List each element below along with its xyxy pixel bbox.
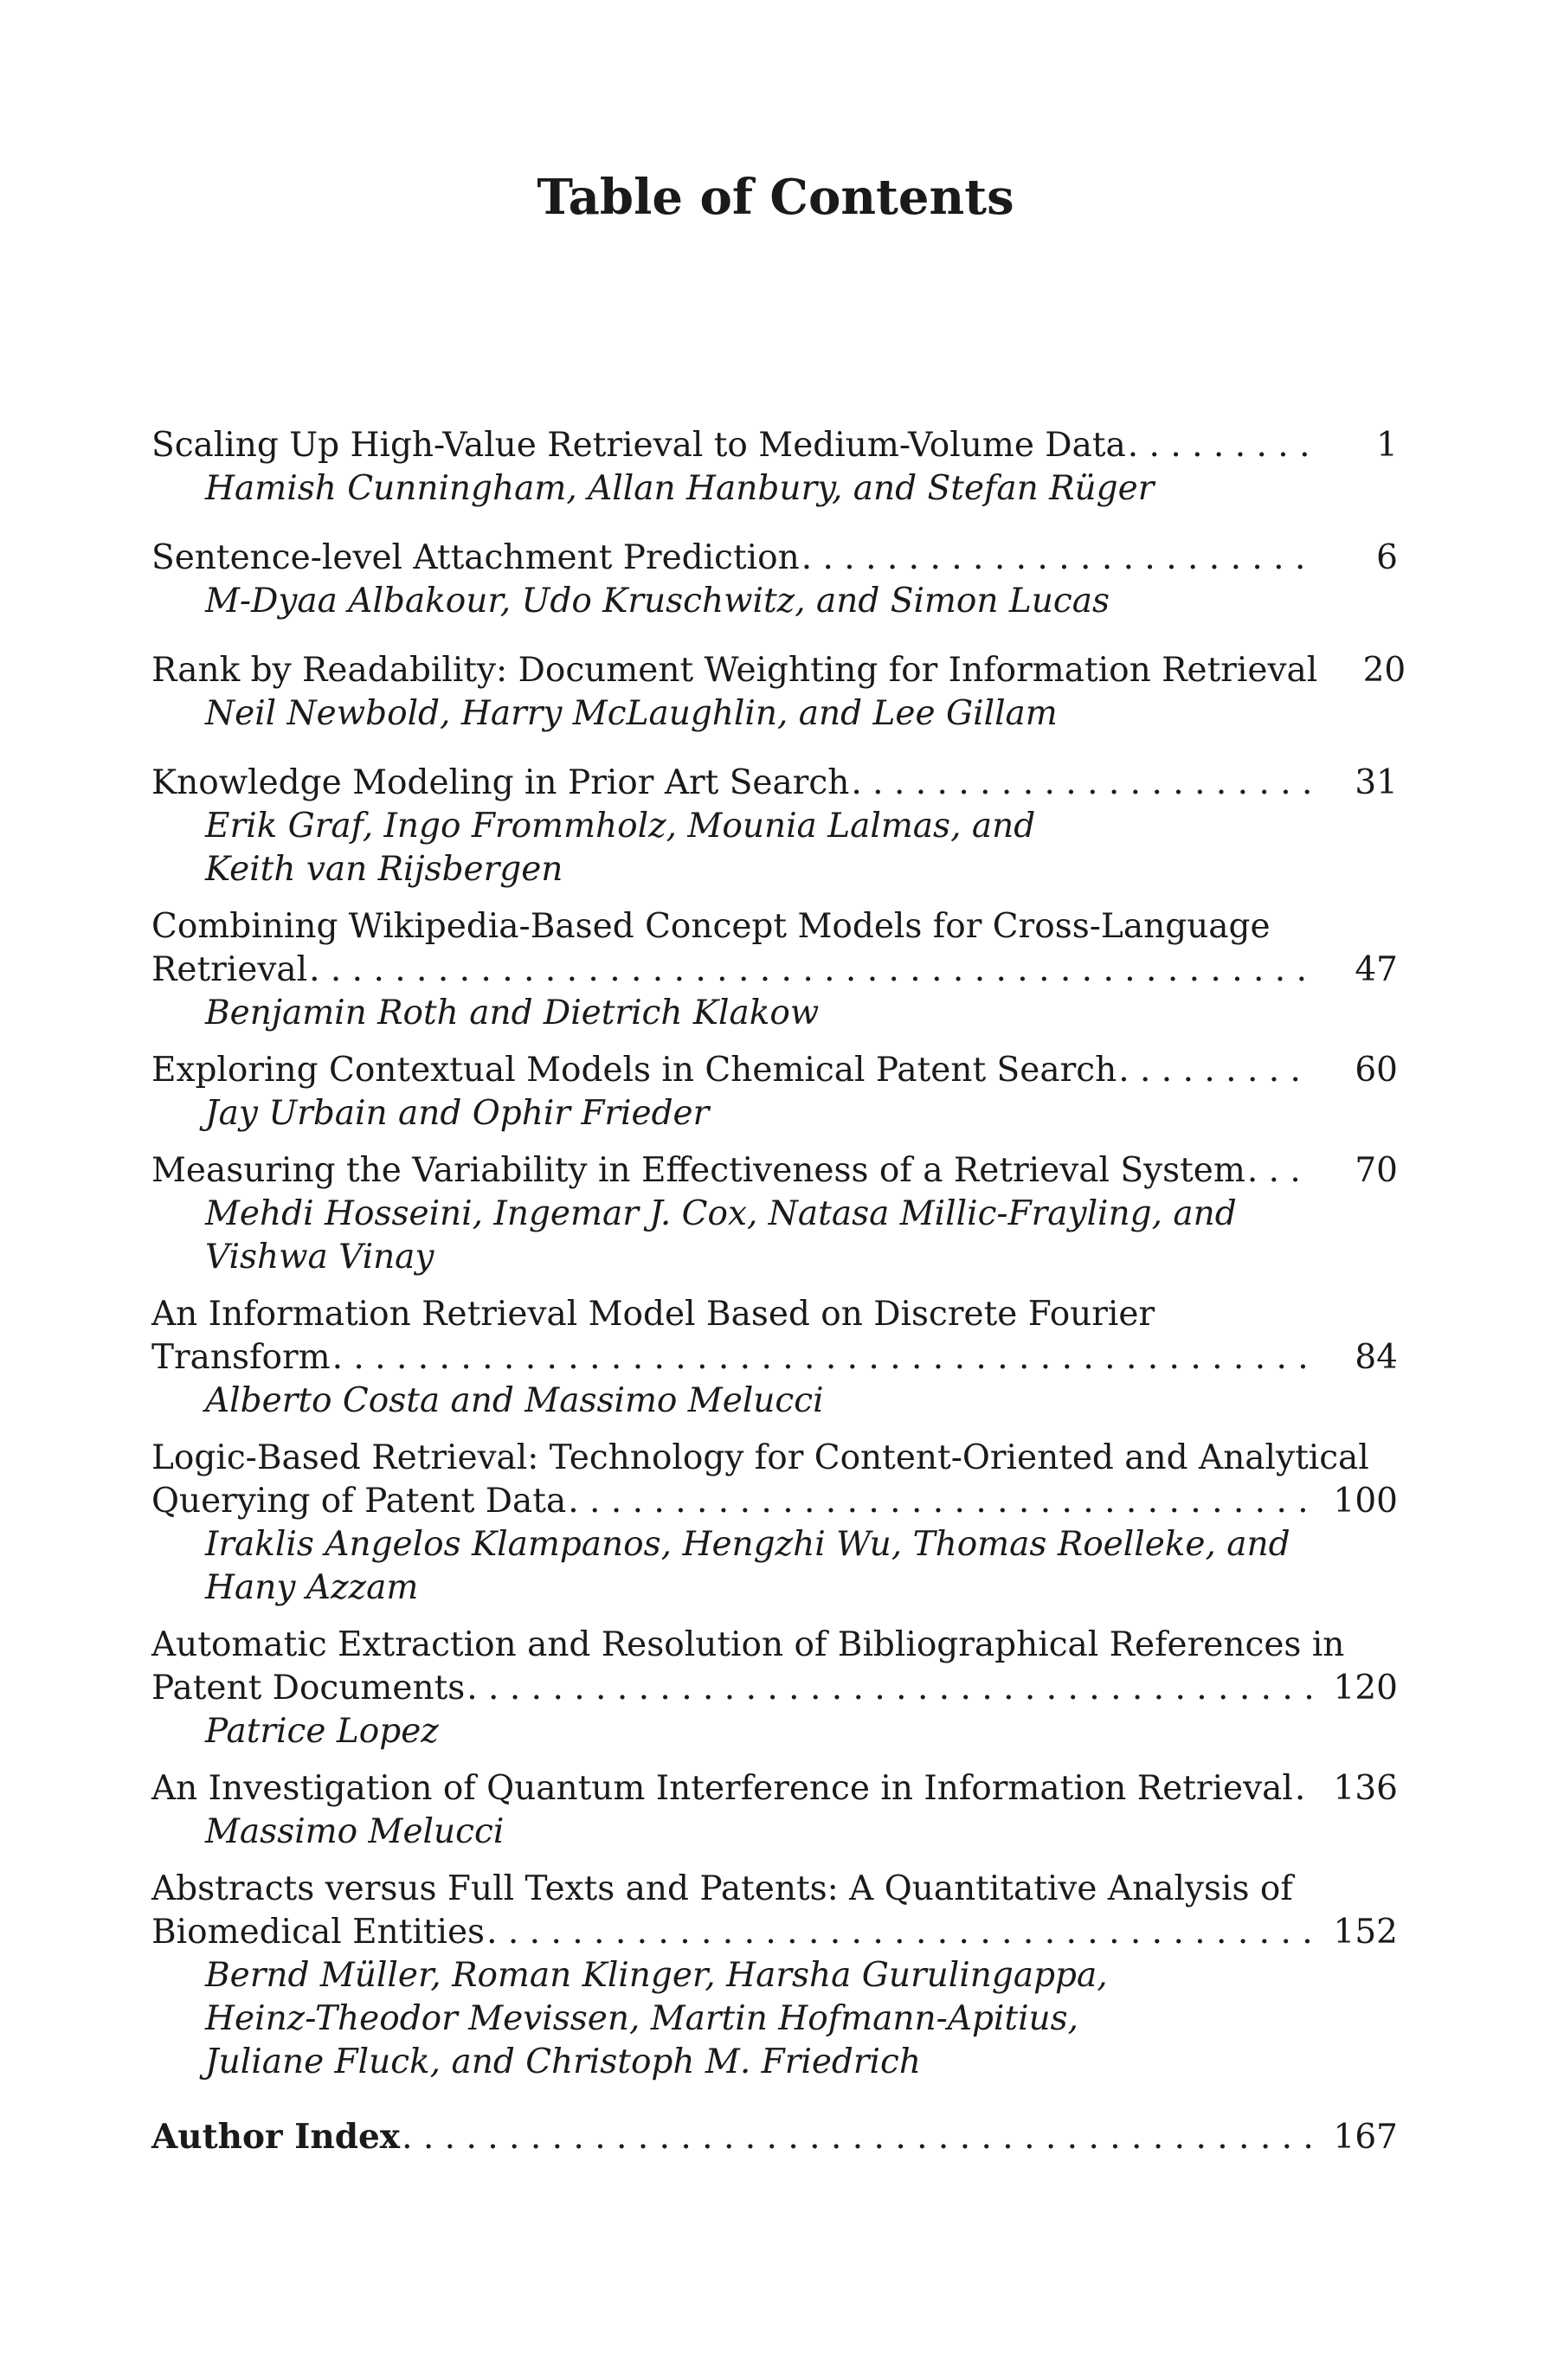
author-index-entry: [151, 2115, 1398, 2158]
toc-entry: [151, 1049, 1398, 1135]
dot-leader: [307, 949, 1311, 992]
entry-title[interactable]: An Investigation of Quantum Interference in Information Retrieval: [151, 1767, 1293, 1811]
entry-title-line: [151, 949, 1398, 992]
entry-authors: Juliane Fluck, and Christoph M. Friedrich: [205, 2042, 921, 2081]
entry-title[interactable]: Exploring Contextual Models in Chemical Patent Search: [151, 1049, 1117, 1092]
entry-title[interactable]: Abstracts versus Full Texts and Patents: A Quantitative Analysis of: [151, 1868, 1293, 1911]
page-title: Table of Contents: [537, 169, 1014, 226]
entry-title-line: [151, 762, 1398, 805]
dot-leader: [400, 2116, 1311, 2159]
entry-authors: Neil Newbold, Harry McLaughlin, and Lee Gillam: [205, 694, 1058, 733]
entry-title-line: [151, 1336, 1398, 1380]
entry-page-number[interactable]: 120: [1333, 1669, 1398, 1708]
entry-page-number[interactable]: 136: [1333, 1769, 1398, 1808]
entry-page-number[interactable]: 70: [1355, 1151, 1398, 1190]
dot-leader: [1245, 1149, 1311, 1193]
entry-title[interactable]: Transform: [151, 1336, 331, 1380]
toc-entry: [151, 905, 1398, 1035]
entry-title[interactable]: Measuring the Variability in Effectiveness of a Retrieval System: [151, 1149, 1245, 1193]
toc-entry: [151, 1149, 1398, 1279]
entry-authors: Jay Urbain and Ophir Frieder: [205, 1094, 710, 1133]
entry-authors: Vishwa Vinay: [205, 1238, 434, 1277]
entry-title-line: [151, 1868, 1398, 1911]
dot-leader: [566, 1480, 1311, 1523]
entry-title[interactable]: Combining Wikipedia-Based Concept Models for Cross-Language: [151, 905, 1271, 949]
author-index-label[interactable]: Author Index: [151, 2117, 401, 2157]
entry-authors: Mehdi Hosseini, Ingemar J. Cox, Natasa Millic-Frayling, and: [205, 1194, 1237, 1233]
entry-title[interactable]: Querying of Patent Data: [151, 1480, 566, 1523]
toc-entry: [151, 1624, 1398, 1753]
toc-entry: [151, 1293, 1398, 1423]
entry-title[interactable]: Retrieval: [151, 949, 307, 992]
entry-authors: Hamish Cunningham, Allan Hanbury, and Stefan Rüger: [205, 469, 1155, 508]
entry-page-number[interactable]: 100: [1333, 1482, 1398, 1521]
entry-title[interactable]: Logic-Based Retrieval: Technology for Content-Oriented and Analytical: [151, 1437, 1369, 1480]
dot-leader: [1126, 424, 1311, 467]
toc-entry: [151, 424, 1398, 511]
entry-title[interactable]: Biomedical Entities: [151, 1911, 485, 1954]
entry-authors: M-Dyaa Albakour, Udo Kruschwitz, and Simon Lucas: [205, 582, 1110, 621]
entry-title[interactable]: Rank by Readability: Document Weighting for Information Retrieval: [151, 649, 1317, 692]
entry-title-line: [151, 1437, 1398, 1480]
entry-title-line: [151, 537, 1398, 580]
entry-title[interactable]: Patent Documents: [151, 1667, 465, 1710]
entry-authors: Keith van Rijsbergen: [205, 850, 563, 889]
entry-authors: Massimo Melucci: [205, 1812, 505, 1851]
entry-title[interactable]: Sentence-level Attachment Prediction: [151, 537, 800, 580]
entry-title[interactable]: Scaling Up High-Value Retrieval to Medium-Volume Data: [151, 424, 1126, 467]
toc-entry: [151, 1868, 1398, 2084]
toc-entry: [151, 537, 1398, 623]
entry-authors: Benjamin Roth and Dietrich Klakow: [205, 994, 820, 1032]
entry-page-number[interactable]: 47: [1355, 950, 1398, 989]
entry-title-line: [151, 1480, 1398, 1523]
entry-title[interactable]: Automatic Extraction and Resolution of Bibliographical References in: [151, 1624, 1344, 1667]
entry-title-line: [151, 649, 1406, 692]
entry-title-line: [151, 1911, 1398, 1954]
entry-page-number[interactable]: 60: [1355, 1051, 1398, 1090]
entry-authors: Iraklis Angelos Klampanos, Hengzhi Wu, Thomas Roelleke, and: [205, 1525, 1290, 1564]
table-of-contents: [151, 424, 1406, 2158]
toc-entry: [151, 762, 1398, 891]
toc-entry: [151, 649, 1406, 736]
entry-page-number[interactable]: 6: [1376, 538, 1398, 577]
entry-title-line: [151, 2115, 1398, 2158]
entry-authors: Alberto Costa and Massimo Melucci: [205, 1381, 824, 1420]
entry-title-line: [151, 905, 1398, 949]
toc-entry: [151, 1767, 1398, 1854]
entry-page-number[interactable]: 20: [1362, 651, 1406, 690]
entry-authors: Heinz-Theodor Mevissen, Martin Hofmann-Apitius,: [205, 1999, 1079, 2038]
entry-authors: Patrice Lopez: [205, 1712, 439, 1751]
entry-page-number[interactable]: 31: [1355, 763, 1398, 802]
entry-title[interactable]: Knowledge Modeling in Prior Art Search: [151, 762, 849, 805]
dot-leader: [465, 1667, 1311, 1710]
dot-leader: [485, 1911, 1311, 1954]
dot-leader: [1293, 1767, 1311, 1811]
entry-title[interactable]: An Information Retrieval Model Based on Discrete Fourier: [151, 1293, 1155, 1336]
entry-authors: Hany Azzam: [205, 1568, 419, 1607]
dot-leader: [331, 1336, 1311, 1380]
entry-page-number[interactable]: 84: [1355, 1338, 1398, 1377]
entry-authors: Bernd Müller, Roman Klinger, Harsha Gurulingappa,: [205, 1956, 1108, 1995]
entry-authors: Erik Graf, Ingo Frommholz, Mounia Lalmas, and: [205, 807, 1036, 846]
dot-leader: [849, 762, 1311, 805]
entry-page-number[interactable]: 1: [1376, 426, 1398, 465]
entry-title-line: [151, 1767, 1398, 1811]
entry-page-number[interactable]: 152: [1333, 1913, 1398, 1952]
dot-leader: [1117, 1049, 1311, 1092]
entry-title-line: [151, 1149, 1398, 1193]
entry-title-line: [151, 1624, 1398, 1667]
dot-leader: [800, 537, 1311, 580]
entry-title-line: [151, 424, 1398, 467]
entry-title-line: [151, 1049, 1398, 1092]
entry-title-line: [151, 1667, 1398, 1710]
author-index-page-number[interactable]: 167: [1333, 2118, 1398, 2157]
toc-entry: [151, 1437, 1398, 1610]
entry-title-line: [151, 1293, 1398, 1336]
